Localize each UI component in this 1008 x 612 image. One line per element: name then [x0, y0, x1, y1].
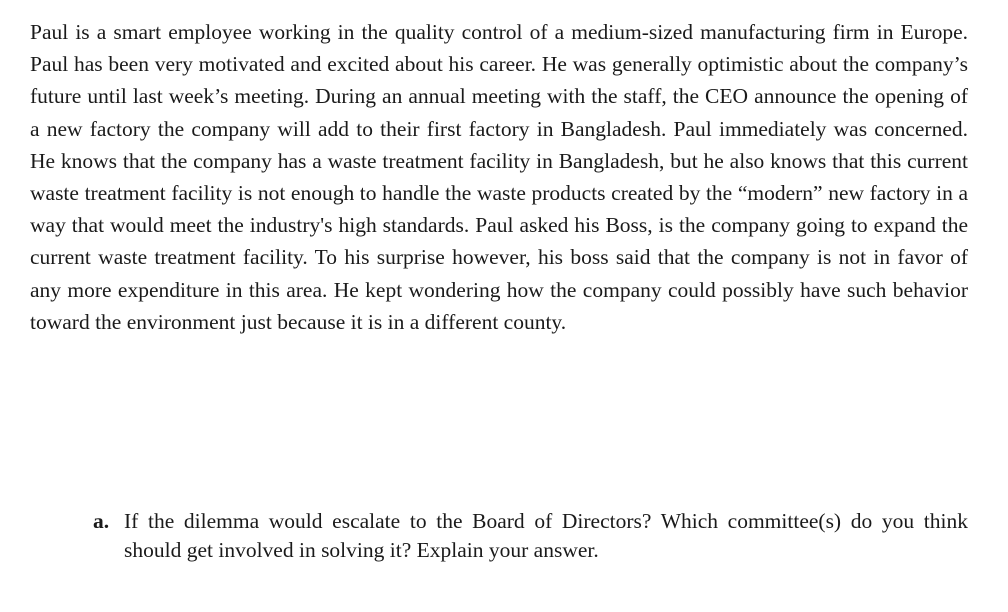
question-text: If the dilemma would escalate to the Board of Directors? Which committee(s) do you think should get involved in solving it? Explain your answer.: [124, 509, 968, 562]
question-marker: a.: [93, 509, 110, 533]
question-item: [93, 507, 968, 565]
scenario-paragraph: Paul is a smart employee working in the quality control of a medium-sized manufacturing firm in Europe. Paul has been very motivated and excited about his career. He was generally optimistic about the company’s future until last week’s meeting. During an annual meeting with the staff, the CEO announce the opening of a new factory the company will add to their first factory in Bangladesh. Paul immediately was concerned. He knows that the company has a waste treatment facility in Bangladesh, but he also knows that this current waste treatment facility is not enough to handle the waste products created by the “modern” new factory in a way that would meet the industry's high standards. Paul asked his Boss, is the company going to expand the current waste treatment facility. To his surprise however, his boss said that the company is not in favor of any more expenditure in this area. He kept wondering how the company could possibly have such behavior toward the environment just because it is in a different county.: [30, 20, 968, 334]
